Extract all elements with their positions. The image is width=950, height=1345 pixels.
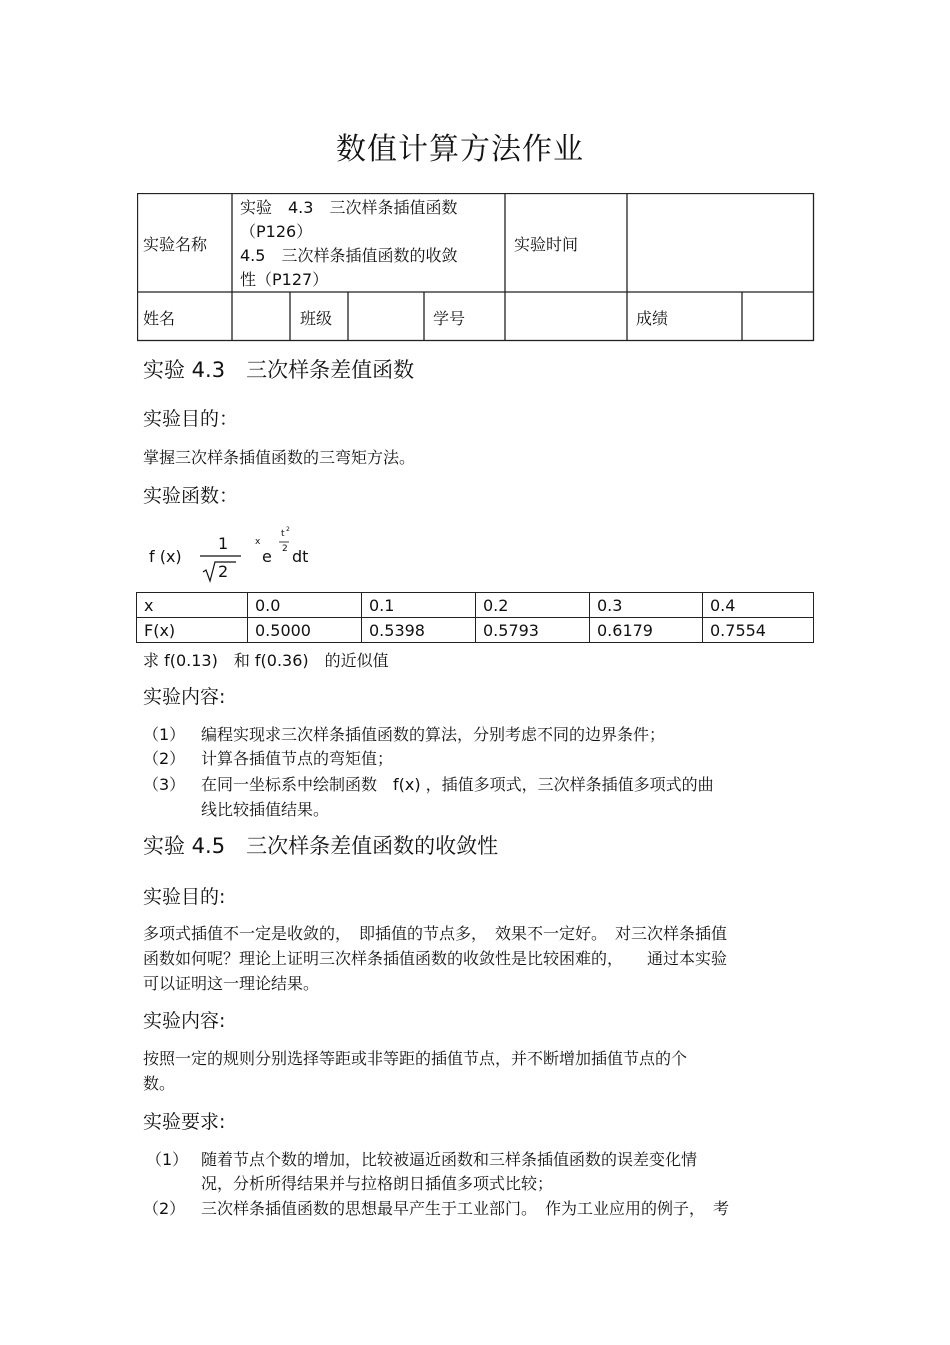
table-row (137, 618, 814, 643)
table-cell: 0.1 (362, 593, 476, 618)
list-item: 计算各插值节点的弯矩值； (201, 749, 394, 768)
table-cell: 0.7554 (703, 618, 814, 643)
table-cell: 0.6179 (590, 618, 703, 643)
document-title: 数值计算方法作业 (336, 132, 584, 167)
exp43-content-heading: 实验内容: (143, 686, 226, 708)
list-item-cont: 况，分析所得结果并与拉格朗日插值多项式比较； (201, 1174, 554, 1193)
table-row (137, 593, 814, 618)
formula-exp-den: 2 (282, 544, 288, 554)
list-item-cont: 线比较插值结果。 (201, 800, 330, 819)
table-cell: x (137, 593, 248, 618)
table-cell: 0.4 (703, 593, 814, 618)
student-id-label-text: 学号 (433, 309, 466, 328)
experiment-name-label-text: 实验名称 (143, 235, 208, 254)
formula-numerator: 1 (218, 534, 229, 553)
exp43-purpose-heading: 实验目的： (143, 408, 239, 430)
list-item-num: （2） (143, 749, 186, 768)
list-item: 随着节点个数的增加，比较被逼近函数和三样条插值函数的误差变化情 (201, 1150, 698, 1169)
table-cell: 0.2 (476, 593, 590, 618)
formula-dt: dt (292, 547, 309, 566)
exp45-purpose-line: 可以证明这一理论结果。 (143, 974, 320, 993)
values-table (136, 592, 814, 643)
score-label-text: 成绩 (636, 309, 669, 328)
exp43-heading: 实验 4.3 三次样条差值函数 (143, 358, 415, 382)
list-item-num: （1） (143, 725, 186, 744)
formula-radicand: 2 (218, 562, 229, 581)
exp43-function-heading: 实验函数： (143, 485, 239, 507)
list-item-num: （2） (143, 1199, 186, 1218)
class-label-text: 班级 (300, 309, 333, 328)
exp45-purpose-heading: 实验目的: (143, 886, 226, 908)
table-cell: 0.3 (590, 593, 703, 618)
formula-upper-limit: x (255, 537, 261, 547)
info-table-grid (137, 193, 815, 343)
formula-exp-sup: 2 (286, 526, 290, 533)
exp45-content-heading: 实验内容: (143, 1010, 226, 1032)
table-cell: 0.0 (248, 593, 362, 618)
exp45-heading: 实验 4.5 三次样条差值函数的收敛性 (143, 834, 499, 858)
exp45-purpose-line: 多项式插值不一定是收敛的， 即插值的节点多， 效果不一定好。 对三次样条插值 (143, 924, 728, 943)
experiment-name-text: 实验 4.3 三次样条插值函数 （P126） 4.5 三次样条插值函数的收敛 性（P127） (240, 198, 458, 289)
formula-exp-num: t (281, 529, 285, 539)
exp45-purpose-line: 函数如何呢？理论上证明三次样条插值函数的收敛性是比较困难的， 通过本实验 (143, 949, 728, 968)
list-item: 编程实现求三次样条插值函数的算法，分别考虑不同的边界条件； (201, 725, 666, 744)
list-item: 在同一坐标系中绘制函数 f(x) ，插值多项式，三次样条插值多项式的曲 (201, 775, 714, 794)
table-cell: 0.5793 (476, 618, 590, 643)
list-item-num: （3） (143, 775, 186, 794)
list-item-num: （1） (146, 1150, 189, 1169)
student-name-label-text: 姓名 (143, 309, 176, 328)
exp45-content-line: 按照一定的规则分别选择等距或非等距的插值节点，并不断增加插值节点的个 (143, 1049, 688, 1068)
exp45-content-line: 数。 (143, 1074, 176, 1093)
table-cell: F(x) (137, 618, 248, 643)
table-cell: 0.5398 (362, 618, 476, 643)
experiment-time-label-text: 实验时间 (514, 235, 579, 254)
table-cell: 0.5000 (248, 618, 362, 643)
exp43-question: 求 f(0.13) 和 f(0.36) 的近似值 (143, 651, 389, 670)
formula-lhs: f (x) (149, 547, 182, 566)
exp43-purpose-text: 掌握三次样条插值函数的三弯矩方法。 (143, 448, 416, 467)
exp45-req-heading: 实验要求: (143, 1111, 226, 1133)
list-item: 三次样条插值函数的思想最早产生于工业部门。 作为工业应用的例子， 考 (201, 1199, 730, 1218)
formula-base: e (262, 547, 272, 566)
